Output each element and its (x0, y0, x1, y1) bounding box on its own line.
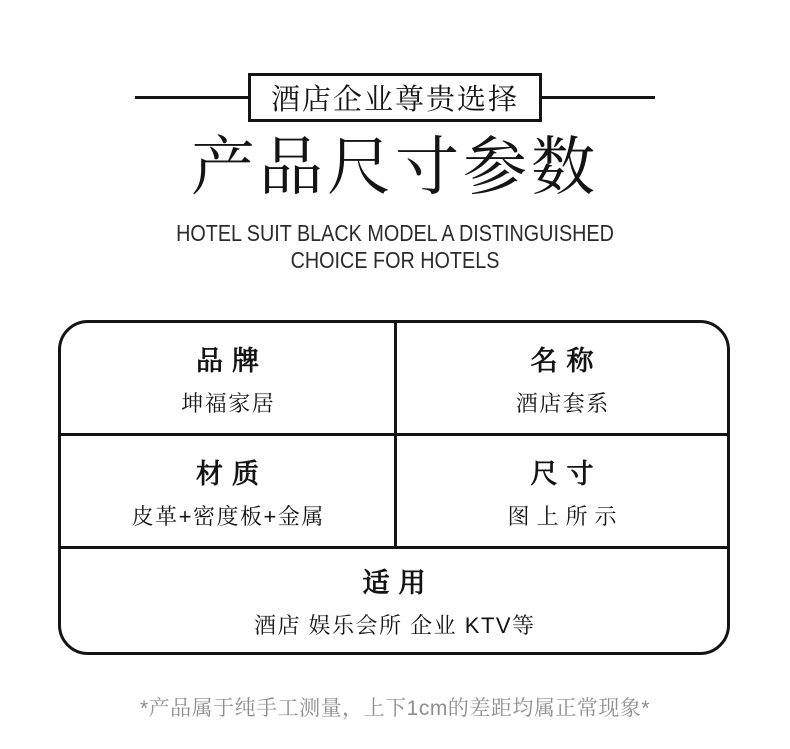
page-title: 产品尺寸参数 (191, 131, 599, 203)
header-banner (0, 73, 790, 122)
size-label: 尺寸 (530, 458, 603, 489)
header-badge-label: 酒店企业尊贵选择 (270, 84, 519, 116)
usage-value: 酒店 娱乐会所 企业 KTV等 (253, 613, 536, 638)
spec-cell-brand (61, 323, 394, 433)
spec-table (58, 320, 730, 655)
material-label: 材质 (196, 458, 268, 489)
name-value: 酒店套系 (515, 390, 610, 416)
subtitle (55, 220, 734, 274)
header-badge (248, 73, 542, 122)
spec-cell-size (394, 433, 727, 546)
right-rule (542, 96, 655, 99)
usage-label: 适用 (362, 568, 435, 598)
brand-label: 品牌 (196, 345, 268, 376)
spec-cell-usage (61, 546, 727, 652)
left-rule (135, 96, 248, 99)
spec-cell-name (394, 323, 727, 433)
material-value: 皮革+密度板+金属 (131, 503, 325, 529)
name-label: 名称 (530, 345, 603, 376)
subtitle-line-2: CHOICE FOR HOTELS (290, 247, 500, 273)
size-value: 图上所示 (507, 503, 624, 529)
subtitle-line-1: HOTEL SUIT BLACK MODEL A DISTINGUISHED (176, 220, 614, 246)
measurement-footnote: *产品属于纯手工测量，上下1cm的差距均属正常现象* (139, 697, 650, 720)
spec-cell-material (61, 433, 394, 546)
brand-value: 坤福家居 (181, 390, 276, 416)
